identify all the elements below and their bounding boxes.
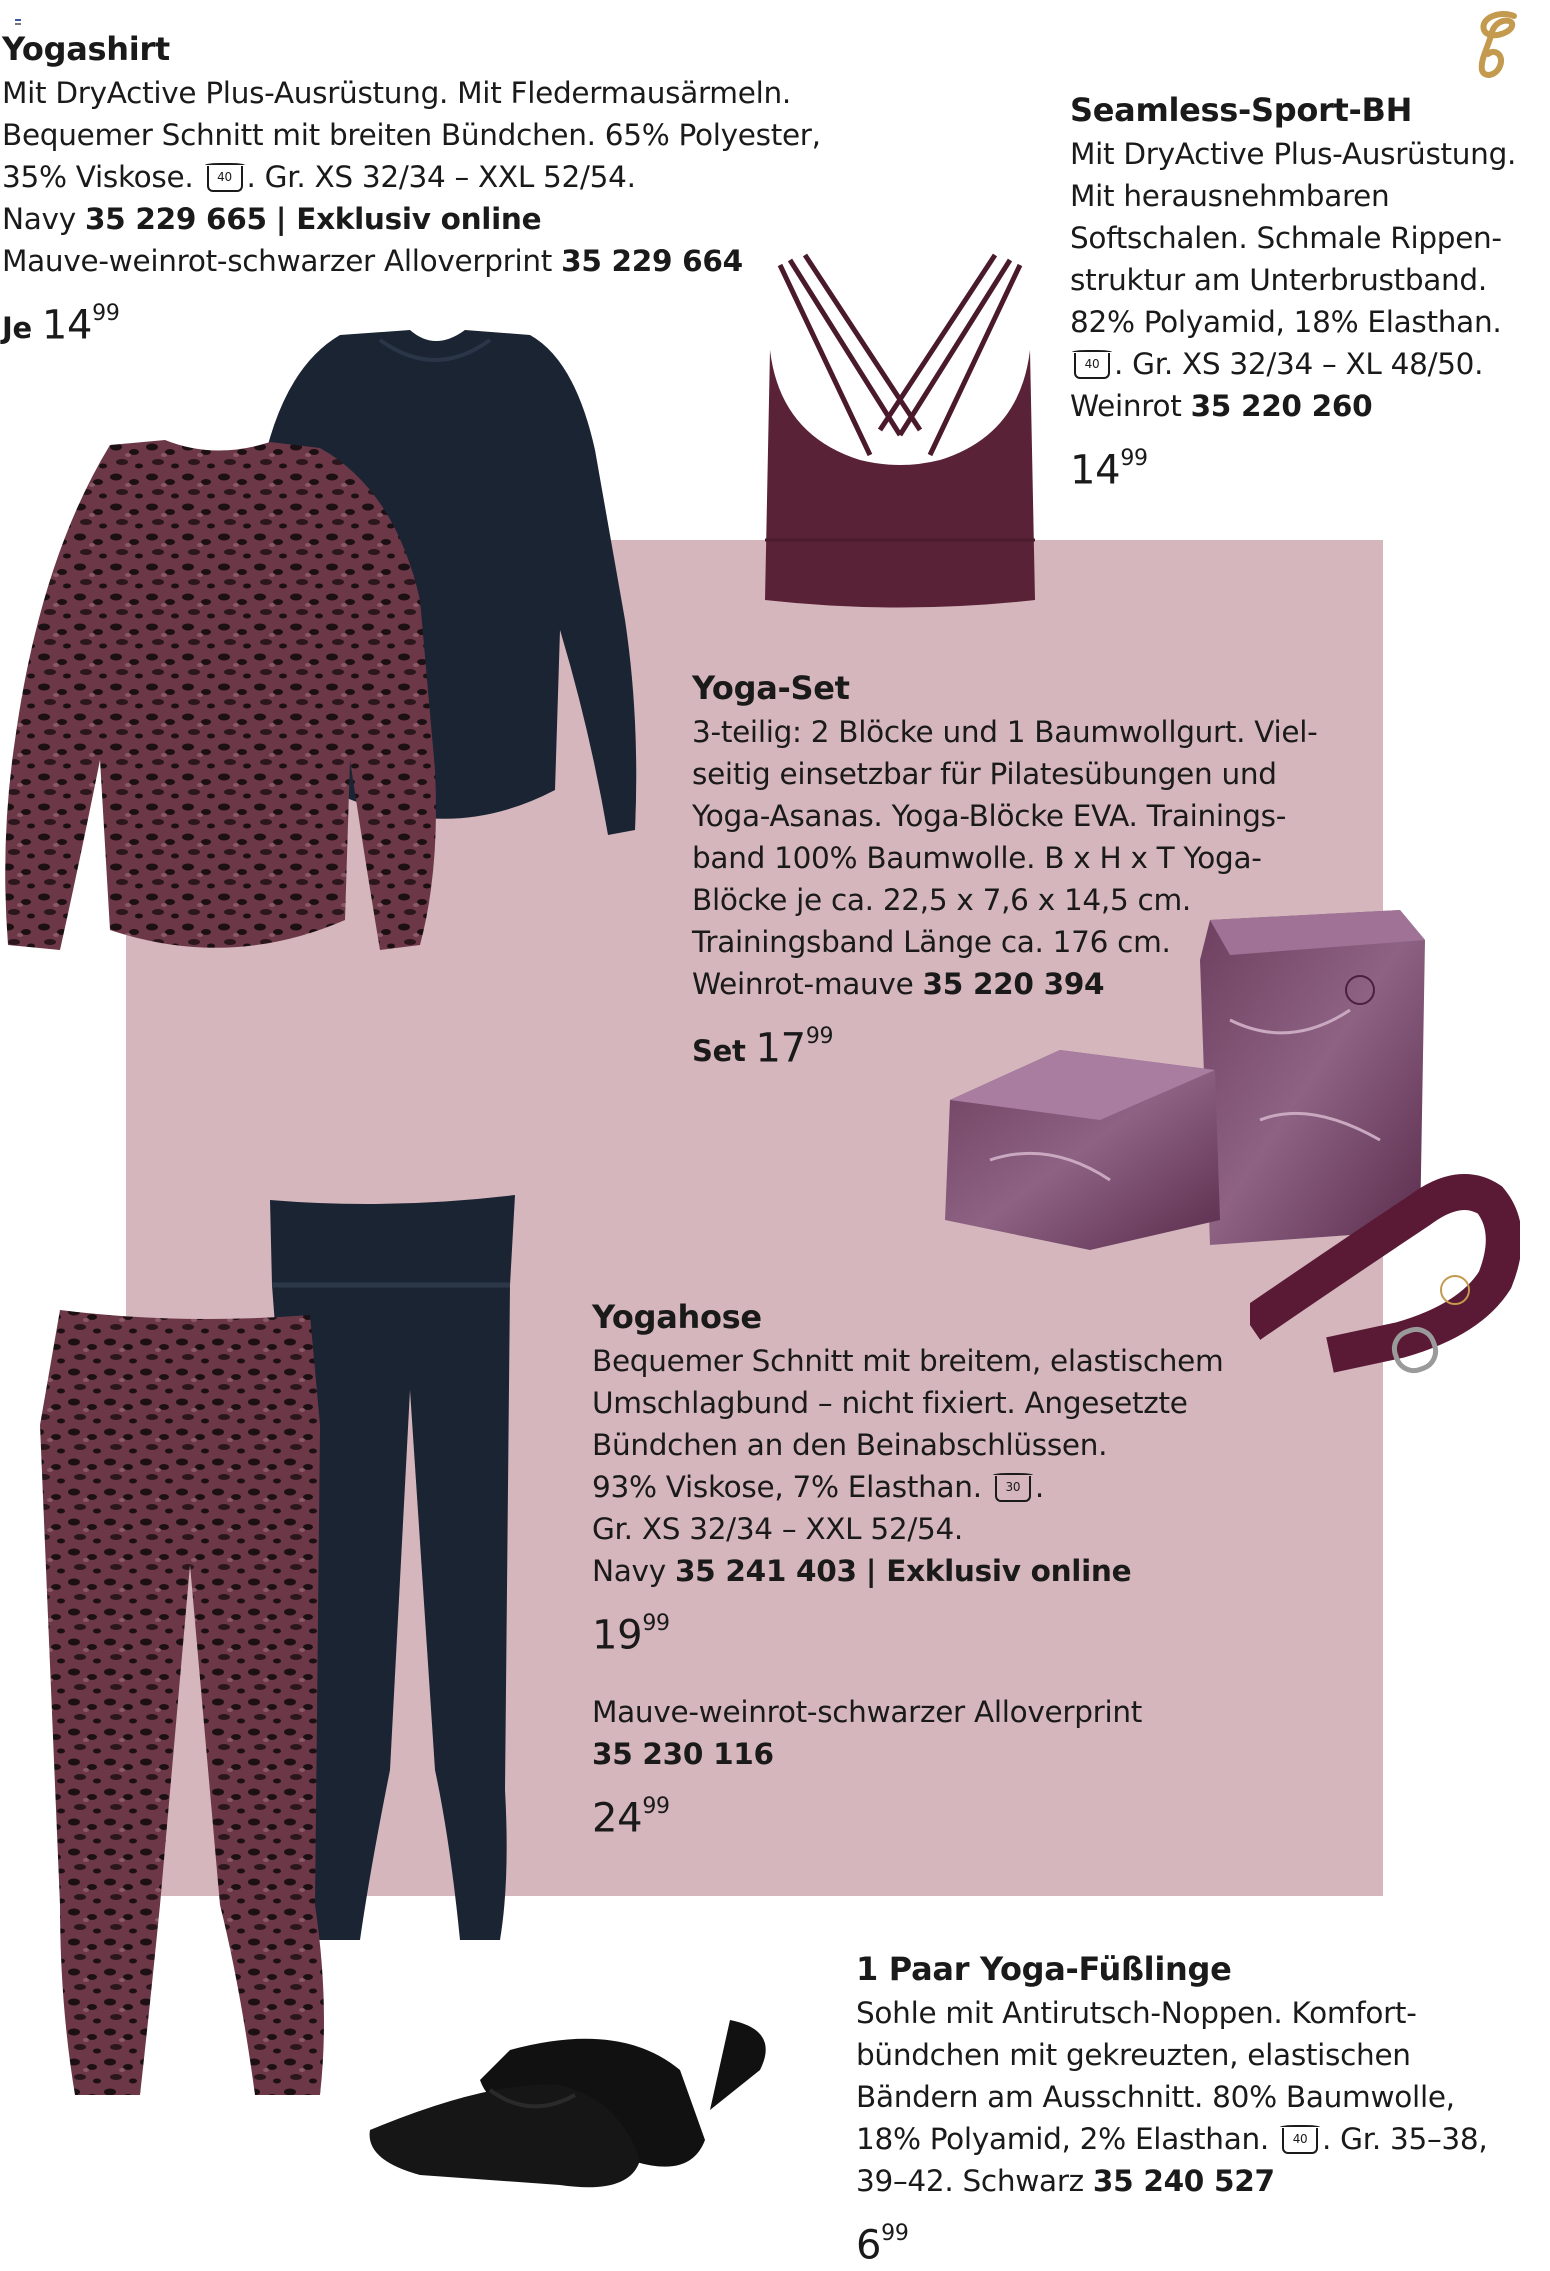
color-label: Weinrot <box>1070 389 1182 423</box>
fuesslinge-desc-line <box>856 2118 1487 2160</box>
price-main: 19 <box>592 1612 643 1659</box>
color-label: Weinrot-mauve <box>692 967 914 1001</box>
yogahose-material-line: 93% Viskose, 7% Elasthan. 30 . <box>592 1470 1044 1504</box>
article-number: 35 220 260 <box>1190 389 1373 423</box>
yogashirt-desc-line <box>2 156 821 198</box>
yogahose-block <box>592 1294 1223 1845</box>
yoga-set-desc-line: Yoga-Asanas. Yoga-Blöcke EVA. Trainings- <box>692 799 1287 833</box>
yoga-set-title: Yoga-Set <box>692 669 850 707</box>
price-main: 17 <box>755 1025 806 1072</box>
wash-icon: 40 <box>1282 2128 1318 2154</box>
yoga-set-color-line <box>692 963 1318 1005</box>
price-cents: 99 <box>642 1611 670 1636</box>
yogahose-desc-line: Umschlagbund – nicht fixiert. Angesetzte <box>592 1386 1188 1420</box>
tchibo-logo <box>1470 8 1530 78</box>
yoga-set-desc-line: seitig einsetzbar für Pilatesübungen und <box>692 757 1277 791</box>
yogashirt-navy-line <box>2 198 821 240</box>
sport-bh-price <box>1070 437 1516 496</box>
yogahose-desc-line: Bequemer Schnitt mit breitem, elastischem <box>592 1344 1224 1378</box>
fuesslinge-desc-line: Sohle mit Antirutsch-Noppen. Komfort- <box>856 1996 1417 2030</box>
article-number: 35 240 527 <box>1092 2164 1275 2198</box>
yogashirt-print-line <box>2 240 821 282</box>
price-main: 14 <box>1070 447 1121 494</box>
price-main: 14 <box>41 302 93 349</box>
article-number: 35 220 394 <box>922 967 1105 1001</box>
wash-icon: 40 <box>1074 353 1110 379</box>
price-cents: 99 <box>881 2221 909 2246</box>
sport-bh-size-line <box>1070 343 1516 385</box>
fuesslinge-sizes: . Gr. 35–38, <box>1322 2122 1488 2156</box>
yogahose-title: Yogahose <box>592 1298 762 1336</box>
price-main: 6 <box>856 2222 882 2269</box>
sport-bh-desc-line: struktur am Unterbrustband. <box>1070 263 1487 297</box>
sport-bh-desc-line: 82% Polyamid, 18% Elasthan. <box>1070 305 1502 339</box>
article-number: 35 229 664 <box>561 244 743 278</box>
exclusive-online-note: | Exklusiv online <box>275 202 542 236</box>
yoga-set-desc-line: band 100% Baumwolle. B x H x T Yoga- <box>692 841 1262 875</box>
wash-icon: 40 <box>207 166 243 192</box>
article-number: 35 241 403 <box>674 1554 857 1588</box>
fuesslinge-desc-line: bündchen mit gekreuzten, elastischen <box>856 2038 1411 2072</box>
color-label: Navy <box>592 1554 666 1588</box>
yogahose-material: 93% Viskose, 7% Elasthan. <box>592 1470 982 1504</box>
yoga-strap-image <box>1250 1170 1520 1390</box>
yogashirt-sizes: . Gr. XS 32/34 – XXL 52/54. <box>246 160 636 194</box>
yogashirt-desc-line: Mit DryActive Plus-Ausrüstung. Mit Fledermausärmeln. <box>2 76 791 110</box>
yogashirt-price <box>2 292 821 354</box>
yogahose-desc-line: Bündchen an den Beinabschlüssen. <box>592 1428 1108 1462</box>
fuesslinge-color-line <box>856 2160 1487 2202</box>
color-label: 39–42. Schwarz <box>856 2164 1084 2198</box>
exclusive-online-note: | Exklusiv online <box>865 1554 1132 1588</box>
yogahose-sizes: Gr. XS 32/34 – XXL 52/54. <box>592 1512 963 1546</box>
yogahose-print-label: Mauve-weinrot-schwarzer Alloverprint <box>592 1695 1143 1730</box>
article-number: 35 230 116 <box>592 1737 774 1772</box>
fuesslinge-desc-line: Bändern am Ausschnitt. 80% Baumwolle, <box>856 2080 1455 2114</box>
price-cents: 99 <box>1120 446 1148 471</box>
wash-icon: 30 <box>995 1476 1031 1502</box>
color-label: Mauve-weinrot-schwarzer Alloverprint <box>2 244 553 278</box>
yogahose-leopard-image <box>30 1305 335 2105</box>
yogashirt-leopard-image <box>0 440 440 970</box>
yoga-set-desc-line: Trainingsband Länge ca. 176 cm. <box>692 925 1171 959</box>
color-label: Navy <box>2 202 76 236</box>
yogahose-print-price <box>592 1785 1223 1844</box>
price-prefix: Set <box>692 1034 746 1069</box>
yogahose-navy-price <box>592 1602 1223 1661</box>
sport-bh-title: Seamless-Sport-BH <box>1070 91 1413 129</box>
yogashirt-title: Yogashirt <box>2 30 170 68</box>
sport-bh-block <box>1070 87 1516 496</box>
price-cents: 99 <box>92 301 120 326</box>
yogashirt-desc-line: Bequemer Schnitt mit breiten Bündchen. 65% Polyester, <box>2 118 821 152</box>
fuesslinge-price <box>856 2212 1487 2271</box>
price-main: 24 <box>592 1795 643 1842</box>
sport-bh-desc-line: Mit DryActive Plus-Ausrüstung. <box>1070 137 1517 171</box>
yogahose-navy-line <box>592 1550 1223 1592</box>
price-cents: 99 <box>642 1794 670 1820</box>
fuesslinge-material: 18% Polyamid, 2% Elasthan. <box>856 2122 1269 2156</box>
yoga-set-block <box>692 665 1318 1077</box>
sport-bh-desc-line: Softschalen. Schmale Rippen- <box>1070 221 1502 255</box>
yogashirt-material: 35% Viskose. <box>2 160 194 194</box>
article-number: 35 229 665 <box>84 202 267 236</box>
yogashirt-block <box>2 26 821 354</box>
price-cents: 99 <box>805 1024 834 1049</box>
fuesslinge-title: 1 Paar Yoga-Füßlinge <box>856 1950 1232 1988</box>
sport-bh-color-line <box>1070 385 1516 427</box>
sport-bh-desc-line: Mit herausnehmbaren <box>1070 179 1390 213</box>
yoga-socks-image <box>360 2010 810 2200</box>
yoga-set-desc-line: Blöcke je ca. 22,5 x 7,6 x 14,5 cm. <box>692 883 1191 917</box>
price-prefix: Je <box>2 311 32 346</box>
fuesslinge-block <box>856 1946 1487 2271</box>
yoga-set-price <box>692 1015 1318 1077</box>
yoga-set-desc-line: 3-teilig: 2 Blöcke und 1 Baumwollgurt. Viel- <box>692 715 1318 749</box>
sport-bh-sizes: . Gr. XS 32/34 – XL 48/50. <box>1114 347 1484 381</box>
